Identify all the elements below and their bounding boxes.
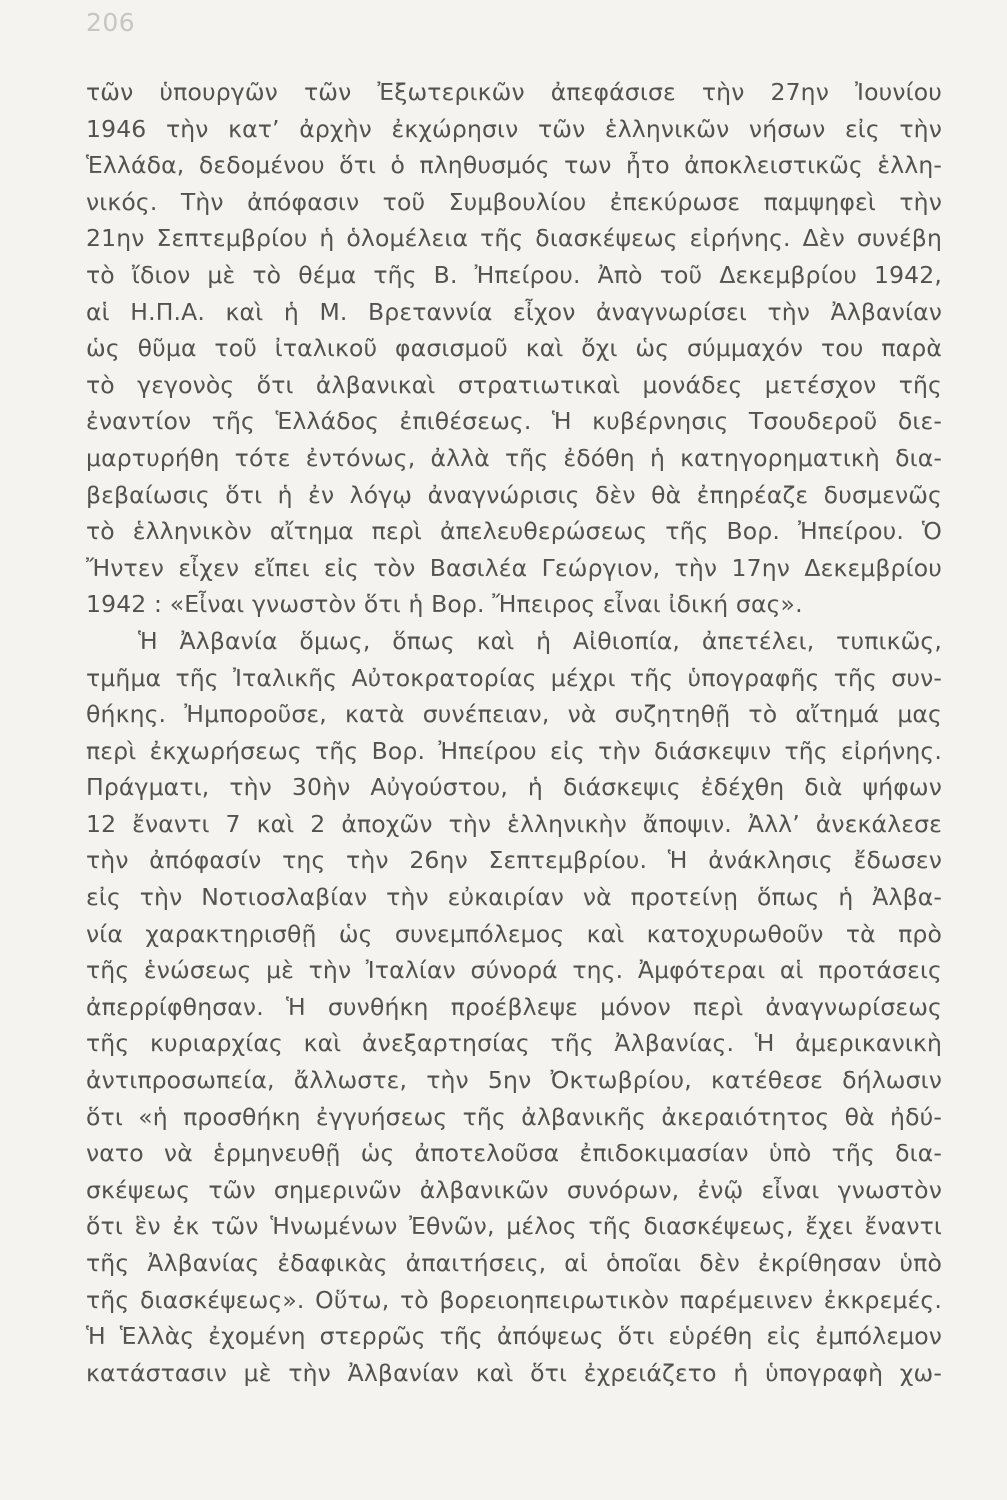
text-line: αἱ Η.Π.Α. καὶ ἡ Μ. Βρεταννία εἶχον ἀναγνωρίσει τὴν Ἀλβανίαν bbox=[86, 297, 942, 326]
text-line: τῆς κυριαρχίας καὶ ἀνεξαρτησίας τῆς Ἀλβανίας. Ἡ ἀμερικανικὴ bbox=[86, 1029, 942, 1058]
text-line: Ἡ Ἀλβανία ὅμως, ὅπως καὶ ἡ Αἰθιοπία, ἀπετέλει, τυπικῶς, bbox=[138, 626, 942, 655]
text-line: νατο νὰ ἑρμηνευθῇ ὡς ἀποτελοῦσα ἐπιδοκιμασίαν ὑπὸ τῆς δια- bbox=[86, 1139, 942, 1168]
text-line: νία χαρακτηρισθῇ ὡς συνεμπόλεμος καὶ κατοχυρωθοῦν τὰ πρὸ bbox=[86, 919, 942, 948]
text-line: σκέψεως τῶν σημερινῶν ἀλβανικῶν συνόρων, ἐνῷ εἶναι γνωστὸν bbox=[86, 1175, 942, 1204]
text-line: βεβαίωσις ὅτι ἡ ἐν λόγῳ ἀναγνώρισις δὲν θὰ ἐπηρέαζε δυσμενῶς bbox=[86, 480, 942, 509]
text-line: περὶ ἐκχωρήσεως τῆς Βορ. Ἠπείρου εἰς τὴν διάσκεψιν τῆς εἰρήνης. bbox=[86, 736, 942, 765]
text-line: τῆς ἑνώσεως μὲ τὴν Ἰταλίαν σύνορά της. Ἀμφότεραι αἱ προτάσεις bbox=[86, 956, 942, 985]
text-line: τῆς Ἀλβανίας ἐδαφικὰς ἀπαιτήσεις, αἱ ὁποῖαι δὲν ἐκρίθησαν ὑπὸ bbox=[86, 1249, 942, 1277]
text-line: τὸ γεγονὸς ὅτι ἀλβανικαὶ στρατιωτικαὶ μονάδες μετέσχον τῆς bbox=[86, 370, 942, 399]
text-line: Ἤντεν εἶχεν εἴπει εἰς τὸν Βασιλέα Γεώργιον, τὴν 17ην Δεκεμβρίου bbox=[86, 553, 942, 582]
text-line: θήκης. Ἠμποροῦσε, κατὰ συνέπειαν, νὰ συζητηθῇ τὸ αἴτημά μας bbox=[86, 700, 942, 729]
text-line: τῶν ὑπουργῶν τῶν Ἐξωτερικῶν ἀπεφάσισε τὴν 27ην Ἰουνίου bbox=[86, 78, 942, 106]
text-line: 1946 τὴν κατ’ ἀρχὴν ἐκχώρησιν τῶν ἑλληνικῶν νήσων εἰς τὴν bbox=[86, 114, 942, 143]
text-line: ἐναντίον τῆς Ἑλλάδος ἐπιθέσεως. Ἡ κυβέρνησις Τσουδεροῦ διε- bbox=[86, 407, 942, 436]
text-line: εἰς τὴν Νοτιοσλαβίαν τὴν εὐκαιρίαν νὰ προτείνῃ ὅπως ἡ Ἀλβα- bbox=[86, 883, 942, 912]
text-line: μαρτυρήθη τότε ἐντόνως, ἀλλὰ τῆς ἐδόθη ἡ κατηγορηματικὴ δια- bbox=[86, 443, 942, 472]
text-line: ἀντιπροσωπεία, ἄλλωστε, τὴν 5ην Ὀκτωβρίου, κατέθεσε δήλωσιν bbox=[86, 1066, 942, 1095]
body-text bbox=[86, 74, 942, 1391]
text-line: νικός. Τὴν ἀπόφασιν τοῦ Συμβουλίου ἐπεκύρωσε παμψηφεὶ τὴν bbox=[86, 187, 942, 216]
text-line: κατάστασιν μὲ τὴν Ἀλβανίαν καὶ ὅτι ἐχρειάζετο ἡ ὑπογραφὴ χω- bbox=[86, 1358, 942, 1387]
text-line: ὅτι ἓν ἐκ τῶν Ἡνωμένων Ἐθνῶν, μέλος τῆς διασκέψεως, ἔχει ἔναντι bbox=[86, 1212, 942, 1241]
text-line: 1942 : «Εἶναι γνωστὸν ὅτι ἡ Βορ. Ἤπειρος εἶναι ἰδική σας». bbox=[86, 590, 803, 619]
page-number: 206 bbox=[86, 8, 136, 37]
text-line: τῆς διασκέψεως». Οὕτω, τὸ βορειοηπειρωτικὸν παρέμεινεν ἐκκρεμές. bbox=[86, 1285, 942, 1314]
text-line: τὸ ἑλληνικὸν αἴτημα περὶ ἀπελευθερώσεως τῆς Βορ. Ἠπείρου. Ὁ bbox=[86, 517, 942, 546]
text-line: Ἑλλάδα, δεδομένου ὅτι ὁ πληθυσμός των ἦτο ἀποκλειστικῶς ἑλλη- bbox=[86, 151, 942, 180]
text-line: Πράγματι, τὴν 30ὴν Αὐγούστου, ἡ διάσκεψις ἐδέχθη διὰ ψήφων bbox=[86, 773, 942, 802]
text-line: τὴν ἀπόφασίν της τὴν 26ην Σεπτεμβρίου. Ἡ ἀνάκλησις ἔδωσεν bbox=[86, 846, 942, 875]
text-line: Ἡ Ἑλλὰς ἐχομένη στερρῶς τῆς ἀπόψεως ὅτι εὑρέθη εἰς ἐμπόλεμον bbox=[86, 1322, 942, 1351]
text-line: τμῆμα τῆς Ἰταλικῆς Αὐτοκρατορίας μέχρι τῆς ὑπογραφῆς τῆς συν- bbox=[86, 663, 942, 692]
text-line: ὅτι «ἡ προσθήκη ἐγγυήσεως τῆς ἀλβανικῆς ἀκεραιότητος θὰ ἠδύ- bbox=[86, 1102, 942, 1131]
text-line: 21ην Σεπτεμβρίου ἡ ὁλομέλεια τῆς διασκέψεως εἰρήνης. Δὲν συνέβη bbox=[86, 224, 942, 253]
text-line: ὡς θῦμα τοῦ ἰταλικοῦ φασισμοῦ καὶ ὄχι ὡς σύμμαχόν του παρὰ bbox=[86, 334, 942, 363]
text-line: ἀπερρίφθησαν. Ἡ συνθήκη προέβλεψε μόνον περὶ ἀναγνωρίσεως bbox=[86, 992, 942, 1021]
text-line: 12 ἔναντι 7 καὶ 2 ἀποχῶν τὴν ἑλληνικὴν ἄποψιν. Ἀλλ’ ἀνεκάλεσε bbox=[86, 809, 942, 838]
text-line: τὸ ἴδιον μὲ τὸ θέμα τῆς Β. Ἠπείρου. Ἀπὸ τοῦ Δεκεμβρίου 1942, bbox=[86, 260, 942, 289]
